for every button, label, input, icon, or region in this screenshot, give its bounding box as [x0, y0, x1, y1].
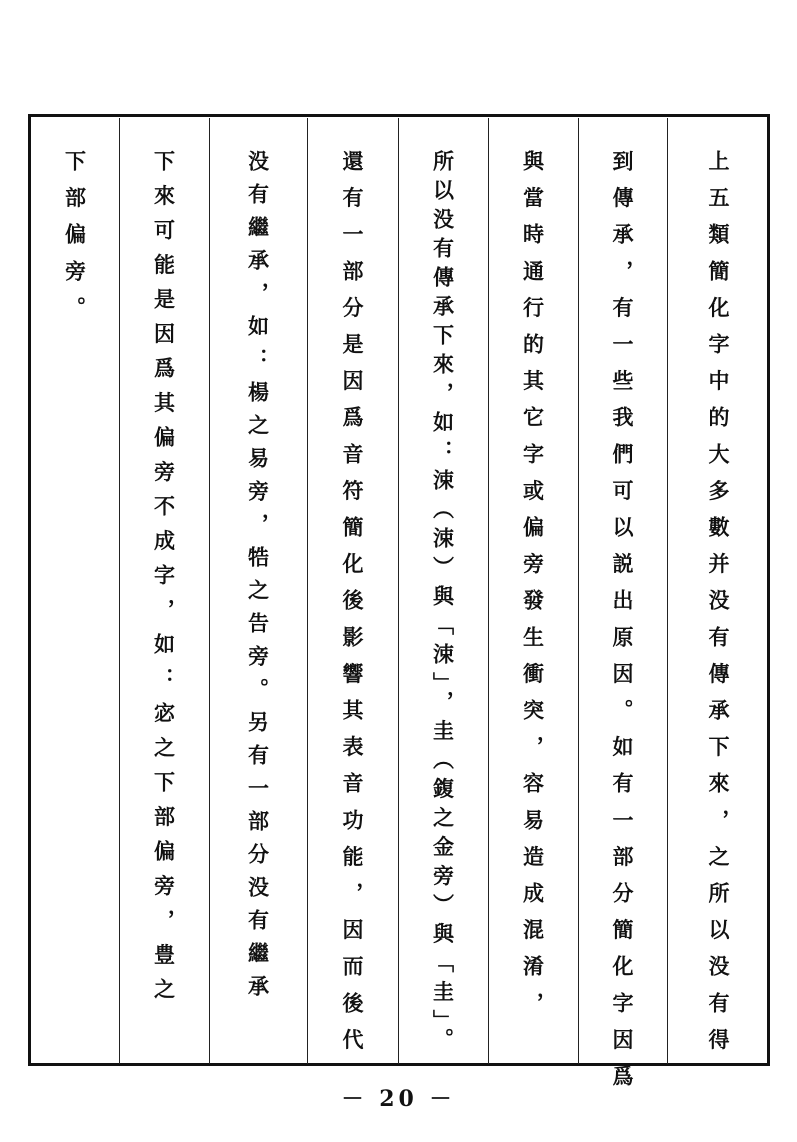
column-text: 下來可能是因爲其偏旁不成字，如：宓之下部偏旁，豊之	[151, 150, 177, 1013]
column-text: 所以没有傳承下來，如：涑（涑）與「涑」，圭（鍑之金旁）與「圭」。	[430, 150, 456, 1057]
text-column-1	[667, 118, 770, 1064]
text-column-8	[31, 118, 119, 1064]
page-number: － 20 －	[341, 1086, 456, 1112]
column-text: 還有一部分是因爲音符簡化後影響其表音功能，因而後代	[340, 150, 365, 1065]
text-column-7	[119, 118, 209, 1064]
text-column-2	[578, 118, 667, 1102]
text-column-4	[398, 118, 488, 1064]
text-column-5	[307, 118, 398, 1064]
column-text: 没有繼承，如：楊之易旁，牿之告旁。另有一部分没有繼承	[245, 150, 271, 1008]
column-text: 與當時通行的其它字或偏旁發生衝突，容易造成混淆，	[520, 150, 546, 1029]
column-text: 到傳承，有一些我們可以説出原因。如有一部分簡化字因爲	[610, 150, 635, 1102]
column-text: 上五類簡化字中的大多數并没有傳承下來，之所以没有得	[706, 150, 731, 1065]
text-column-6	[209, 118, 307, 1064]
text-column-3	[488, 118, 578, 1064]
column-text: 下部偏旁。	[62, 150, 88, 333]
